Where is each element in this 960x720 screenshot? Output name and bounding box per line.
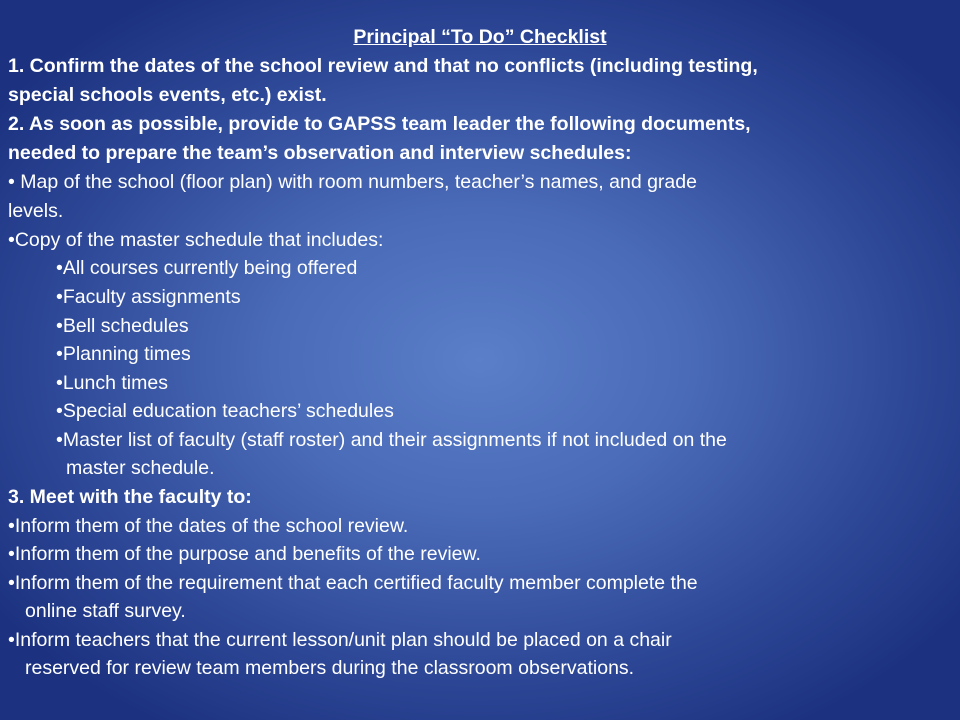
sub-bullet-master-list-line-1: •Master list of faculty (staff roster) and their assignments if not included on the — [56, 429, 727, 451]
bullet-map-line-2: levels. — [8, 200, 64, 222]
sub-bullet-bell-schedules: •Bell schedules — [56, 315, 189, 337]
bullet-inform-dates: •Inform them of the dates of the school review. — [8, 515, 409, 537]
item-1-line-1: 1. Confirm the dates of the school review and that no conflicts (including testing, — [8, 55, 758, 77]
bullet-inform-purpose: •Inform them of the purpose and benefits of the review. — [8, 543, 481, 565]
item-2-line-1: 2. As soon as possible, provide to GAPSS team leader the following documents, — [8, 113, 751, 135]
sub-bullet-courses: •All courses currently being offered — [56, 257, 358, 279]
item-3-heading: 3. Meet with the faculty to: — [8, 486, 252, 508]
sub-bullet-planning-times: •Planning times — [56, 343, 191, 365]
bullet-inform-lesson-line-1: •Inform teachers that the current lesson/unit plan should be placed on a chair — [8, 629, 672, 651]
bullet-master-schedule: •Copy of the master schedule that includes: — [8, 229, 384, 251]
bullet-inform-survey-line-1: •Inform them of the requirement that each certified faculty member complete the — [8, 572, 698, 594]
sub-bullet-master-list-line-2: master schedule. — [66, 457, 215, 479]
sub-bullet-faculty-assignments: •Faculty assignments — [56, 286, 241, 308]
bullet-map-line-1: • Map of the school (floor plan) with room numbers, teacher’s names, and grade — [8, 171, 697, 193]
bullet-inform-lesson-line-2: reserved for review team members during the classroom observations. — [25, 657, 635, 679]
item-2-line-2: needed to prepare the team’s observation and interview schedules: — [8, 142, 632, 164]
sub-bullet-special-ed: •Special education teachers’ schedules — [56, 400, 394, 422]
bullet-inform-survey-line-2: online staff survey. — [25, 600, 186, 622]
item-1-line-2: special schools events, etc.) exist. — [8, 84, 327, 106]
checklist-title: Principal “To Do” Checklist — [353, 26, 607, 48]
sub-bullet-lunch-times: •Lunch times — [56, 372, 168, 394]
